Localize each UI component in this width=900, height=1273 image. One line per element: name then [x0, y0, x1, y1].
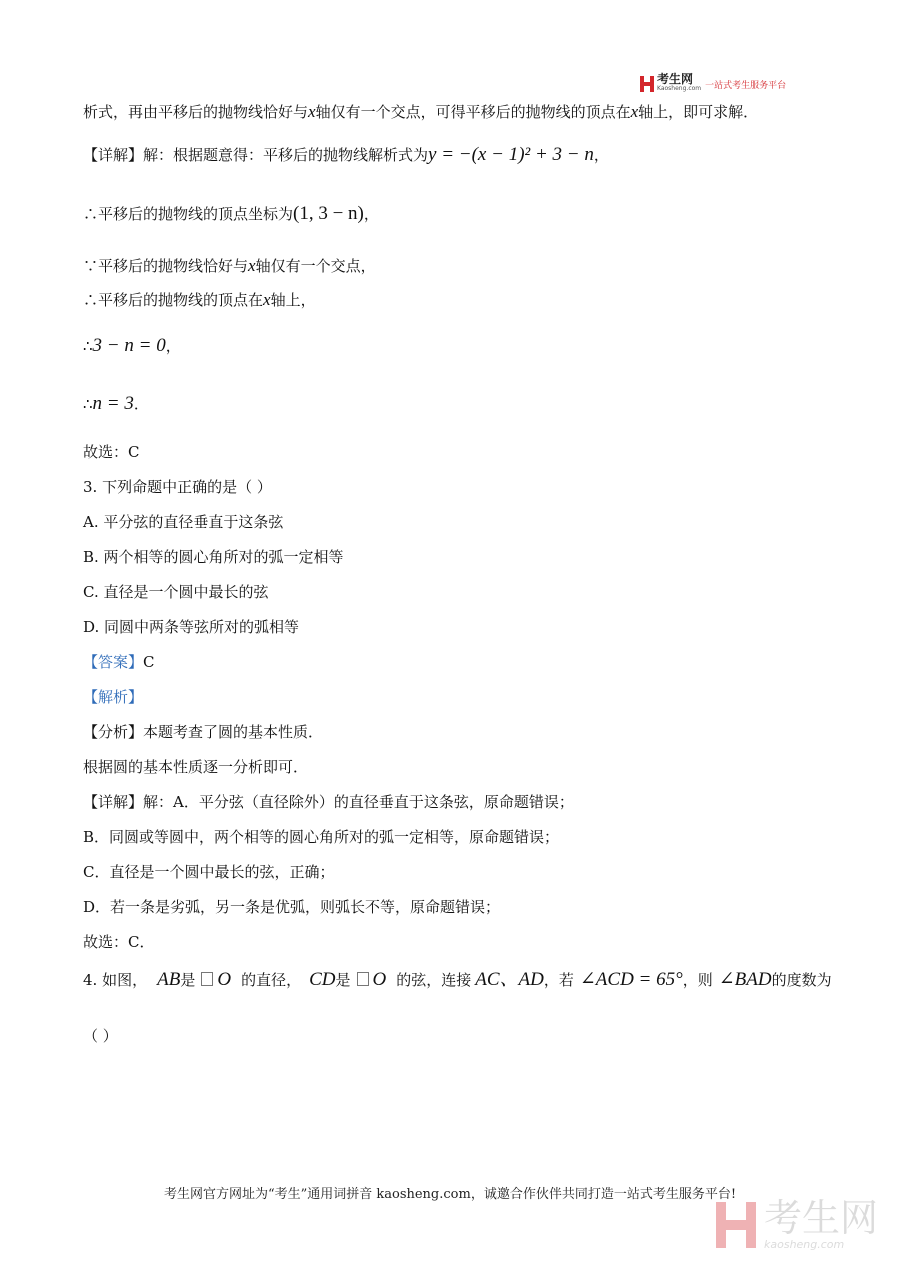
circle-symbol-placeholder-icon	[201, 972, 213, 986]
answer-line	[83, 652, 155, 672]
text-line: 【详解】解：A．平分弦（直径除外）的直径垂直于这条弦，原命题错误；	[83, 793, 574, 811]
answer-value: C	[143, 653, 155, 671]
text-line: ∴平移后的抛物线的顶点坐标为(1, 3 − n)，	[83, 203, 379, 224]
header-logo	[640, 74, 786, 94]
text-line: 【分析】本题考查了圆的基本性质．	[83, 723, 324, 741]
text-line: ∴n = 3．	[83, 393, 149, 414]
text-line: C．直径是一个圆中最长的弦，正确；	[83, 863, 335, 881]
answer-tag: 【答案】	[83, 653, 144, 671]
text-line: 根据圆的基本性质逐一分析即可．	[83, 758, 309, 776]
kaosheng-watermark-icon	[716, 1202, 756, 1248]
kaosheng-logo-icon	[640, 76, 654, 92]
logo-text: 考生网	[657, 72, 694, 86]
option-c: C. 直径是一个圆中最长的弦	[83, 583, 269, 601]
footer-text: 考生网官方网址为“考生”通用词拼音 kaosheng.com，诚邀合作伙伴共同打造一站式考生服务平台!	[163, 1187, 737, 1202]
text-line: 析式，再由平移后的抛物线恰好与x轴仅有一个交点，可得平移后的抛物线的顶点在x轴上，即可求解．	[83, 102, 759, 121]
question-4-paren: （ ）	[83, 1027, 118, 1045]
text-line: 【详解】解：根据题意得：平移后的抛物线解析式为y = −(x − 1)² + 3 − n，	[83, 144, 609, 165]
option-b: B. 两个相等的圆心角所对的弧一定相等	[83, 548, 344, 566]
analysis-tag: 【解析】	[83, 688, 144, 706]
question-4: 4. 如图， AB是 O 的直径， CD是 O 的弦，连接 AC、AD，若 ∠ACD = 65°，则 ∠BAD的度数为	[83, 969, 832, 990]
text-line: B．同圆或等圆中，两个相等的圆心角所对的弧一定相等，原命题错误；	[83, 828, 560, 846]
watermark-sub: kaosheng.com	[764, 1238, 845, 1251]
watermark-text: 考生网	[764, 1196, 879, 1240]
circle-symbol-placeholder-icon	[357, 972, 369, 986]
option-d: D. 同圆中两条等弦所对的弧相等	[83, 618, 300, 636]
text-line: 故选：C	[83, 443, 140, 461]
text-line: ∴3 − n = 0，	[83, 335, 181, 356]
option-a: A. 平分弦的直径垂直于这条弦	[83, 513, 284, 531]
header-slogan: 一站式考生服务平台	[705, 80, 787, 91]
logo-sub: Kaosheng.com	[657, 85, 702, 92]
text-line: 故选：C．	[83, 933, 155, 951]
text-line: ∵平移后的抛物线恰好与x轴仅有一个交点，	[83, 256, 376, 275]
question-3: 3. 下列命题中正确的是（ ）	[83, 478, 272, 496]
watermark	[716, 1198, 878, 1251]
text-line: D．若一条是劣弧，另一条是优弧，则弧长不等，原命题错误；	[83, 898, 501, 916]
text-line: ∴平移后的抛物线的顶点在x轴上，	[83, 290, 316, 309]
